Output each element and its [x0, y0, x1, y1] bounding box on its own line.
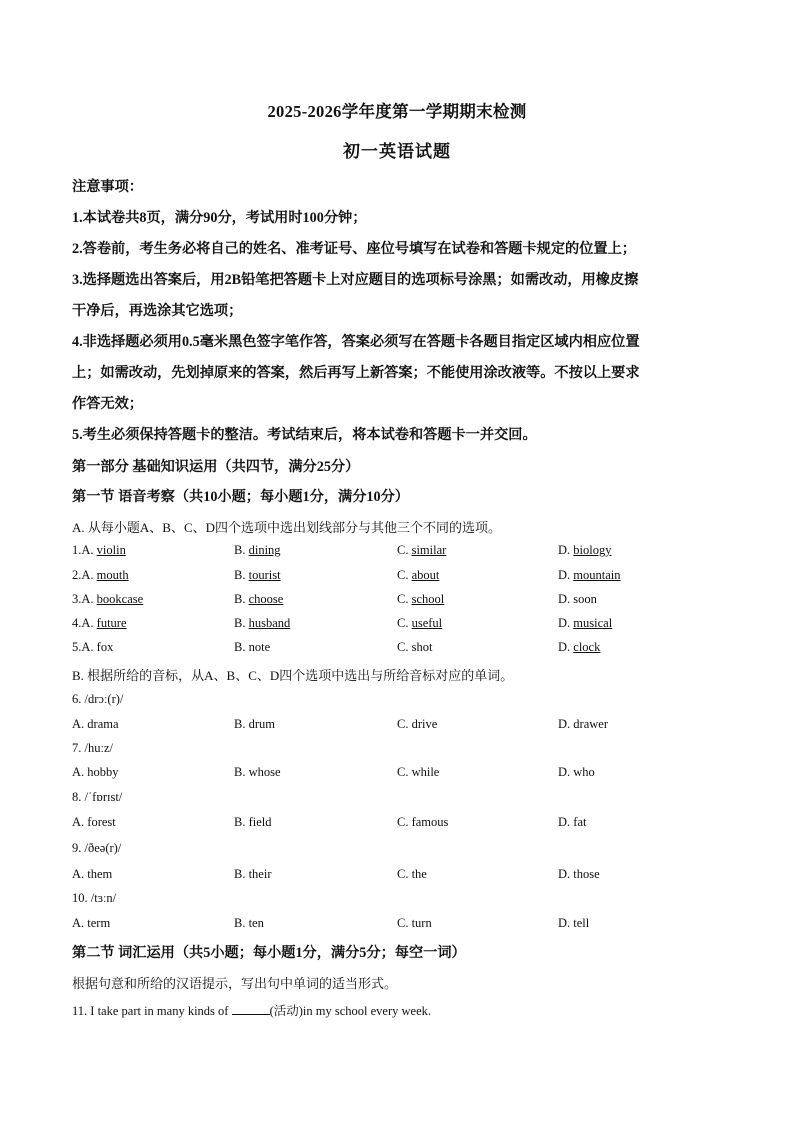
q4-option-a: 4.A. future [72, 616, 127, 630]
q10-stem: 10. /tɜːn/ [72, 891, 117, 905]
q1-option-c: C. similar [397, 543, 447, 557]
q7-option-c: C. while [397, 765, 440, 779]
page-subtitle: 初一英语试题 [343, 142, 451, 161]
q2-option-c: C. about [397, 568, 440, 582]
instruction-2: 根据句意和所给的汉语提示，写出句中单词的适当形式。 [72, 976, 398, 991]
q5-option-b: B. note [234, 640, 271, 654]
instruction-a: A. 从每小题A、B、C、D四个选项中选出划线部分与其他三个不同的选项。 [72, 520, 502, 535]
note-line: 1.本试卷共8页，满分90分，考试用时100分钟； [72, 210, 367, 226]
note-line: 作答无效； [72, 396, 143, 412]
q6-option-b: B. drum [234, 717, 275, 731]
q2-option-d: D. mountain [558, 568, 621, 582]
q4-option-c: C. useful [397, 616, 443, 630]
q10-option-b: B. ten [234, 916, 264, 930]
q8-option-b: B. field [234, 815, 272, 829]
q8-stem: 8. /ˈfɒrɪst/ [72, 790, 123, 804]
q9-option-c: C. the [397, 867, 427, 881]
q5-option-c: C. shot [397, 640, 433, 654]
q7-option-d: D. who [558, 765, 595, 779]
q5-option-a: 5.A. fox [72, 640, 114, 654]
q9-stem: 9. /ðeə(r)/ [72, 841, 122, 855]
answer-blank[interactable] [232, 1002, 270, 1015]
q7-stem: 7. /huːz/ [72, 741, 113, 755]
q2-option-b: B. tourist [234, 568, 281, 582]
q3-option-d: D. soon [558, 592, 597, 606]
q5-option-d: D. clock [558, 640, 601, 654]
note-line: 2.答卷前，考生务必将自己的姓名、准考证号、座位号填写在试卷和答题卡规定的位置上； [72, 241, 636, 257]
section-heading: 第二节 词汇运用（共5小题；每小题1分，满分5分；每空一词） [72, 945, 466, 961]
q8-option-c: C. famous [397, 815, 449, 829]
q8-option-d: D. fat [558, 815, 587, 829]
q3-option-c: C. school [397, 592, 445, 606]
q1-option-a: 1.A. violin [72, 543, 126, 557]
note-line: 上；如需改动，先划掉原来的答案，然后再写上新答案；不能使用涂改液等。不按以上要求 [72, 365, 640, 381]
q2-option-a: 2.A. mouth [72, 568, 129, 582]
q9-option-b: B. their [234, 867, 272, 881]
part-heading: 第一部分 基础知识运用（共四节，满分25分） [72, 459, 360, 475]
note-line: 4.非选择题必须用0.5毫米黑色签字笔作答，答案必须写在答题卡各题目指定区域内相应位置 [72, 334, 640, 350]
note-line: 3.选择题选出答案后，用2B铅笔把答题卡上对应题目的选项标号涂黑；如需改动，用橡皮擦 [72, 272, 639, 288]
q4-option-b: B. husband [234, 616, 291, 630]
q6-option-d: D. drawer [558, 717, 608, 731]
q10-option-d: D. tell [558, 916, 590, 930]
notes-heading: 注意事项： [72, 179, 143, 195]
q3-option-a: 3.A. bookcase [72, 592, 144, 606]
q11-stem: 11. I take part in many kinds of (活动)in my school every week. [72, 1004, 431, 1018]
q7-option-a: A. hobby [72, 765, 119, 779]
instruction-b: B. 根据所给的音标，从A、B、C、D四个选项中选出与所给音标对应的单词。 [72, 668, 514, 683]
q6-stem: 6. /drɔː(r)/ [72, 692, 124, 706]
q9-option-d: D. those [558, 867, 600, 881]
q10-option-a: A. term [72, 916, 111, 930]
section-heading: 第一节 语音考察（共10小题；每小题1分，满分10分） [72, 489, 409, 505]
q8-option-a: A. forest [72, 815, 116, 829]
q6-option-c: C. drive [397, 717, 438, 731]
q9-option-a: A. them [72, 867, 113, 881]
q7-option-b: B. whose [234, 765, 281, 779]
q1-option-b: B. dining [234, 543, 281, 557]
q6-option-a: A. drama [72, 717, 119, 731]
page-title: 2025-2026学年度第一学期期末检测 [267, 102, 527, 121]
q1-option-d: D. biology [558, 543, 612, 557]
q4-option-d: D. musical [558, 616, 613, 630]
note-line: 5.考生必须保持答题卡的整洁。考试结束后，将本试卷和答题卡一并交回。 [72, 427, 537, 443]
q10-option-c: C. turn [397, 916, 432, 930]
note-line: 干净后，再选涂其它选项； [72, 303, 243, 319]
q3-option-b: B. choose [234, 592, 284, 606]
